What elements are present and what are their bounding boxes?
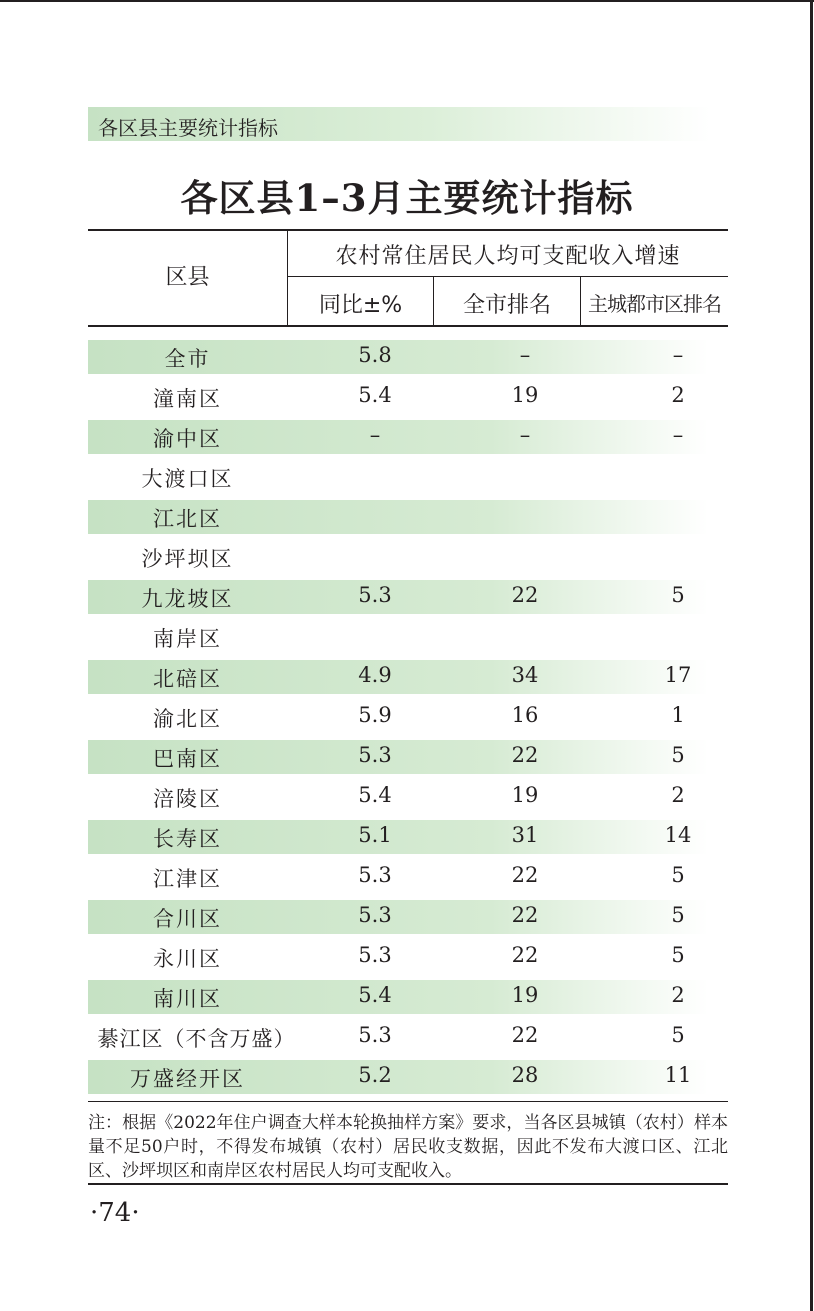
urban-rank-value: 5 xyxy=(671,943,685,967)
yoy-value: 5.3 xyxy=(358,743,392,767)
footnote-rule xyxy=(88,1183,728,1185)
yoy-value: 5.9 xyxy=(358,703,392,727)
yoy-value: 5.4 xyxy=(358,983,392,1007)
page-title: 各区县1–3月主要统计指标 xyxy=(180,176,634,220)
city-rank-value: 19 xyxy=(511,383,539,407)
city-rank-value: 22 xyxy=(511,863,539,887)
city-rank-value: 16 xyxy=(511,703,539,727)
yoy-value: 5.1 xyxy=(358,823,392,847)
urban-rank-value: 2 xyxy=(671,783,685,807)
urban-rank-value: – xyxy=(672,343,684,367)
district-name: 綦江区（不含万盛） xyxy=(97,1027,296,1051)
urban-rank-value: 17 xyxy=(664,663,692,687)
district-name: 渝北区 xyxy=(153,707,222,731)
column-header-urban-rank: 主城都市区排名 xyxy=(588,292,721,316)
header-bottom-rule xyxy=(88,325,728,327)
city-rank-value: 22 xyxy=(511,1023,539,1047)
city-rank-value: – xyxy=(519,423,531,447)
district-name: 九龙坡区 xyxy=(141,587,234,611)
district-name: 巴南区 xyxy=(153,747,222,771)
urban-rank-value: 5 xyxy=(671,863,685,887)
city-rank-value: 22 xyxy=(511,903,539,927)
city-rank-value: 22 xyxy=(511,583,539,607)
yoy-value: 5.4 xyxy=(358,783,392,807)
district-name: 潼南区 xyxy=(153,387,222,411)
city-rank-value: 19 xyxy=(511,983,539,1007)
table-bottom-rule xyxy=(88,1101,728,1102)
header-mid-rule xyxy=(287,276,728,277)
yoy-value: 5.2 xyxy=(358,1063,392,1087)
district-name: 江津区 xyxy=(153,867,222,891)
district-name: 全市 xyxy=(164,347,211,371)
yoy-value: 5.3 xyxy=(358,1023,392,1047)
page-top-border xyxy=(0,0,814,2)
district-name: 渝中区 xyxy=(153,427,222,451)
urban-rank-value: 2 xyxy=(671,983,685,1007)
district-name: 南川区 xyxy=(153,987,222,1011)
city-rank-value: 31 xyxy=(511,823,539,847)
district-name: 长寿区 xyxy=(153,827,222,851)
district-name: 万盛经开区 xyxy=(130,1067,245,1091)
footnote: 注：根据《2022年住户调查大样本轮换抽样方案》要求，当各区县城镇（农村）样本量不足50户时，不得发布城镇（农村）居民收支数据，因此不发布大渡口区、江北区、沙坪坝区和南岸区农村居民人均可支配收入。 xyxy=(88,1113,728,1181)
district-name: 江北区 xyxy=(153,507,222,531)
district-name: 合川区 xyxy=(153,907,222,931)
yoy-value: 5.3 xyxy=(358,903,392,927)
urban-rank-value: 11 xyxy=(664,1063,692,1087)
district-name: 沙坪坝区 xyxy=(141,547,234,571)
column-header-district: 区县 xyxy=(165,265,210,290)
yoy-value: 5.3 xyxy=(358,863,392,887)
urban-rank-value: – xyxy=(672,423,684,447)
city-rank-value: 22 xyxy=(511,943,539,967)
yoy-value: 5.4 xyxy=(358,383,392,407)
city-rank-value: – xyxy=(519,343,531,367)
city-rank-value: 19 xyxy=(511,783,539,807)
section-banner xyxy=(88,107,710,141)
urban-rank-value: 14 xyxy=(664,823,692,847)
yoy-value: 5.8 xyxy=(358,343,392,367)
city-rank-value: 22 xyxy=(511,743,539,767)
urban-rank-value: 1 xyxy=(671,703,685,727)
urban-rank-value: 5 xyxy=(671,743,685,767)
district-name: 涪陵区 xyxy=(153,787,222,811)
table-top-rule xyxy=(88,229,728,231)
city-rank-value: 34 xyxy=(511,663,539,687)
yoy-value: – xyxy=(369,423,381,447)
column-group-header-income-growth: 农村常住居民人均可支配收入增速 xyxy=(335,244,681,269)
urban-rank-value: 5 xyxy=(671,1023,685,1047)
district-name: 永川区 xyxy=(153,947,222,971)
district-name: 北碚区 xyxy=(153,667,222,691)
urban-rank-value: 5 xyxy=(671,583,685,607)
page-right-border xyxy=(810,0,813,1311)
district-name: 南岸区 xyxy=(153,627,222,651)
city-rank-value: 28 xyxy=(511,1063,539,1087)
page-number: ·74· xyxy=(90,1198,140,1228)
column-header-city-rank: 全市排名 xyxy=(462,293,551,318)
yoy-value: 5.3 xyxy=(358,943,392,967)
yoy-value: 4.9 xyxy=(358,663,392,687)
column-header-yoy: 同比±% xyxy=(318,293,403,318)
yoy-value: 5.3 xyxy=(358,583,392,607)
district-name: 大渡口区 xyxy=(141,467,234,491)
urban-rank-value: 2 xyxy=(671,383,685,407)
urban-rank-value: 5 xyxy=(671,903,685,927)
section-label: 各区县主要统计指标 xyxy=(98,116,278,140)
